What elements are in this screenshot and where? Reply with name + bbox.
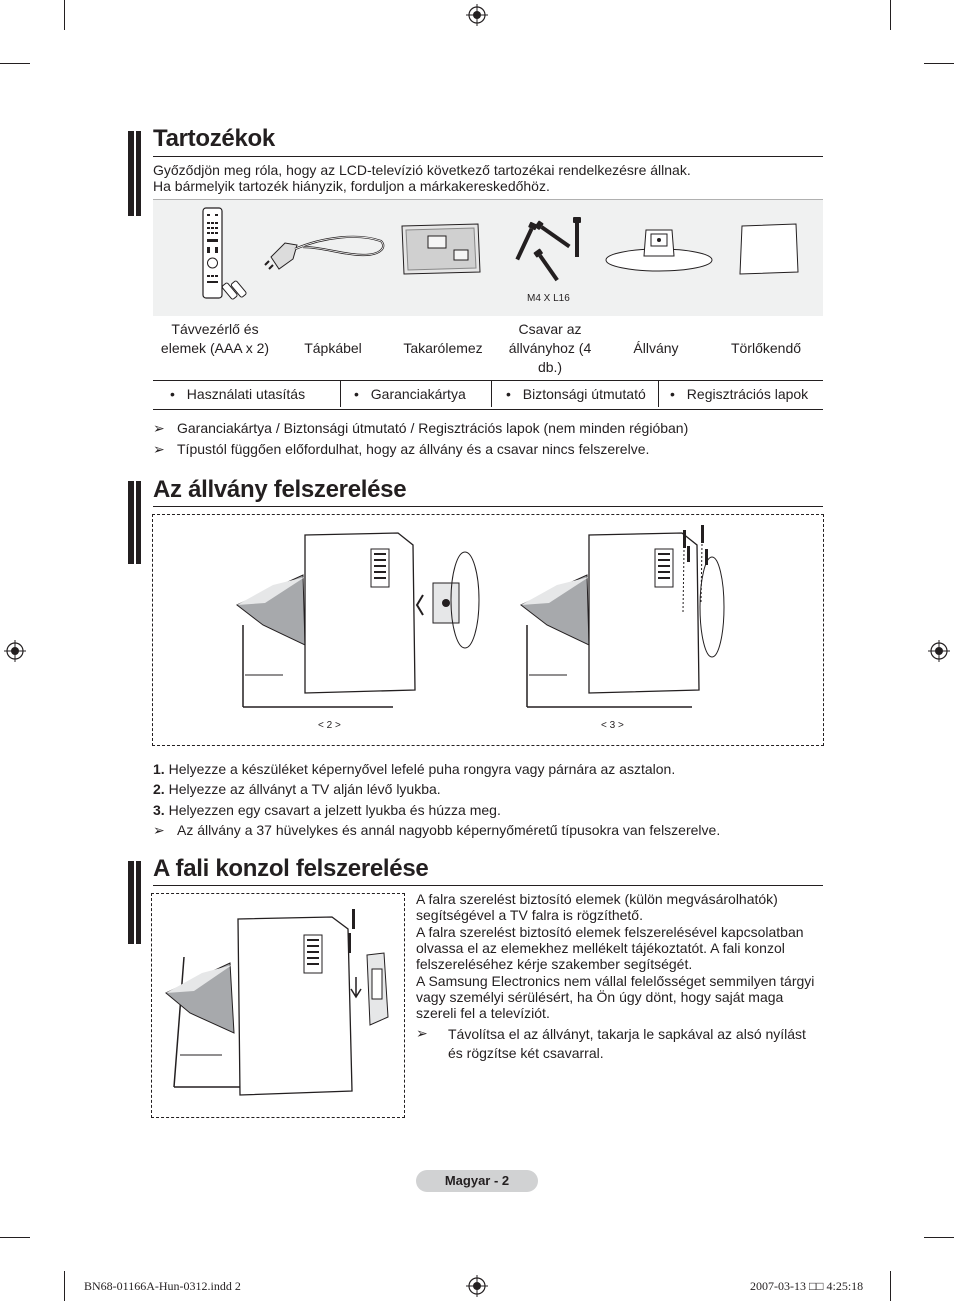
paragraph-line: segítségével a TV falra is rögzíthető. xyxy=(416,907,643,923)
paragraph-line: A falra szerelést biztosító elemek felszerelésével kapcsolatban xyxy=(416,924,804,940)
power-cable-icon xyxy=(263,225,388,275)
wall-paragraph-2 xyxy=(416,924,836,972)
doc-label: Regisztrációs lapok xyxy=(686,386,809,402)
doc-item: • Biztonsági útmutató xyxy=(506,386,646,402)
paragraph-line: A falra szerelést biztosító elemek (külön megvásárolhatók) xyxy=(416,891,778,907)
accessory-label-stand: Állvány xyxy=(633,340,679,356)
wall-mount-title: A fali konzol felszerelése xyxy=(153,855,429,882)
step-item xyxy=(153,781,441,797)
crop-mark xyxy=(0,63,30,64)
paragraph-line: vagy személyi sérülésért, ha Ön úgy dönt, hogy saját maga xyxy=(416,989,784,1005)
title-rule xyxy=(153,156,823,157)
section-marker xyxy=(128,481,141,564)
accessory-label-screws: Csavar az állványhoz (4 db.) xyxy=(508,321,592,375)
step-text: Helyezze a készüléket képernyővel lefelé puha rongyra vagy párnára az asztalon. xyxy=(168,761,676,777)
figure-label-2: < 2 > xyxy=(318,720,341,731)
title-rule xyxy=(153,885,823,886)
paragraph-line: olvassa el az elemekhez mellékelt tájékoztatót. A fali konzol xyxy=(416,940,785,956)
wall-mount-illustration xyxy=(162,905,397,1105)
doc-label: Biztonsági útmutató xyxy=(522,386,646,402)
note-arrow-icon: ➢ xyxy=(153,441,165,457)
note-text: Típustól függően előfordulhat, hogy az állvány és a csavar nincs felszerelve. xyxy=(177,441,650,457)
step-number: 1. xyxy=(153,761,165,777)
accessory-label-cloth: Törlőkendő xyxy=(730,340,802,356)
crop-mark xyxy=(924,63,954,64)
file-slug: BN68-01166A-Hun-0312.indd 2 xyxy=(84,1279,241,1293)
step-item xyxy=(153,802,501,818)
remote-control-icon xyxy=(196,205,256,303)
cover-plate-icon xyxy=(398,220,484,280)
note-item xyxy=(153,420,688,436)
crop-mark xyxy=(924,1237,954,1238)
step-text: Helyezze az állványt a TV alján lévő lyukba. xyxy=(168,781,441,797)
accessories-title: Tartozékok xyxy=(153,125,275,152)
screw-size-caption: M4 X L16 xyxy=(527,293,570,304)
section-marker xyxy=(128,861,141,944)
note-text: Garanciakártya / Biztonsági útmutató / Regisztrációs lapok (nem minden régióban) xyxy=(177,420,689,436)
note-line: Távolítsa el az állványt, takarja le sapkával az alsó nyílást xyxy=(448,1026,806,1042)
paragraph-line: A Samsung Electronics nem vállal felelősséget semmilyen tárgyi xyxy=(416,973,815,989)
doc-label: Garanciakártya xyxy=(370,386,466,402)
title-rule xyxy=(153,506,823,507)
wall-paragraph-3 xyxy=(416,973,836,1021)
note-arrow-icon: ➢ xyxy=(416,1025,428,1041)
intro-line: Ha bármelyik tartozék hiányzik, forduljon a márkakereskedőhöz. xyxy=(153,178,550,194)
step-number: 3. xyxy=(153,802,165,818)
registration-mark-icon xyxy=(928,640,950,662)
paragraph-line: felszereléséhez kérje szakember segítségét. xyxy=(416,956,693,972)
note-item xyxy=(153,822,720,838)
accessories-intro xyxy=(153,162,833,194)
wall-paragraph-1 xyxy=(416,891,836,923)
step-number: 2. xyxy=(153,781,165,797)
note-arrow-icon: ➢ xyxy=(153,822,165,838)
doc-item: • Regisztrációs lapok xyxy=(670,386,809,402)
registration-mark-icon xyxy=(466,4,488,26)
accessory-label-cover-plate: Takarólemez xyxy=(403,340,483,356)
accessory-label-power-cable: Tápkábel xyxy=(304,340,362,356)
step-text: Helyezzen egy csavart a jelzett lyukba és húzza meg. xyxy=(168,802,501,818)
screws-icon xyxy=(508,215,588,285)
doc-item: • Használati utasítás xyxy=(170,386,306,402)
figure-label-3: < 3 > xyxy=(601,720,624,731)
note-arrow-icon: ➢ xyxy=(153,420,165,436)
registration-mark-icon xyxy=(4,640,26,662)
step-item xyxy=(153,761,675,777)
date-slug: 2007-03-13 □□ 4:25:18 xyxy=(750,1279,864,1293)
paragraph-line: szereli fel a televíziót. xyxy=(416,1005,550,1021)
note-item xyxy=(153,441,649,457)
doc-divider xyxy=(491,381,492,407)
wall-note xyxy=(448,1025,828,1063)
crop-mark xyxy=(0,1237,30,1238)
stand-icon xyxy=(604,222,714,274)
stand-title: Az állvány felszerelése xyxy=(153,476,407,503)
accessory-label-remote: Távvezérlő és elemek (AAA x 2) xyxy=(160,321,270,356)
crop-mark xyxy=(890,1271,891,1301)
registration-mark-icon xyxy=(466,1275,488,1297)
note-line: és rögzítse két csavarral. xyxy=(448,1045,604,1061)
page-number-badge: Magyar - 2 xyxy=(416,1170,538,1192)
crop-mark xyxy=(64,0,65,30)
doc-label: Használati utasítás xyxy=(186,386,306,402)
doc-divider xyxy=(658,381,659,407)
stand-step-2-illustration xyxy=(233,525,493,710)
doc-item: • Garanciakártya xyxy=(354,386,466,402)
crop-mark xyxy=(64,1271,65,1301)
doc-divider xyxy=(340,381,341,407)
stand-step-3-illustration xyxy=(517,522,757,710)
crop-mark xyxy=(890,0,891,30)
cleaning-cloth-icon xyxy=(738,222,800,276)
intro-line: Győződjön meg róla, hogy az LCD-televízió következő tartozékai rendelkezésre állnak. xyxy=(153,162,691,178)
section-marker xyxy=(128,131,141,216)
note-text: Az állvány a 37 hüvelykes és annál nagyobb képernyőméretű típusokra van felszerelve. xyxy=(177,822,721,838)
